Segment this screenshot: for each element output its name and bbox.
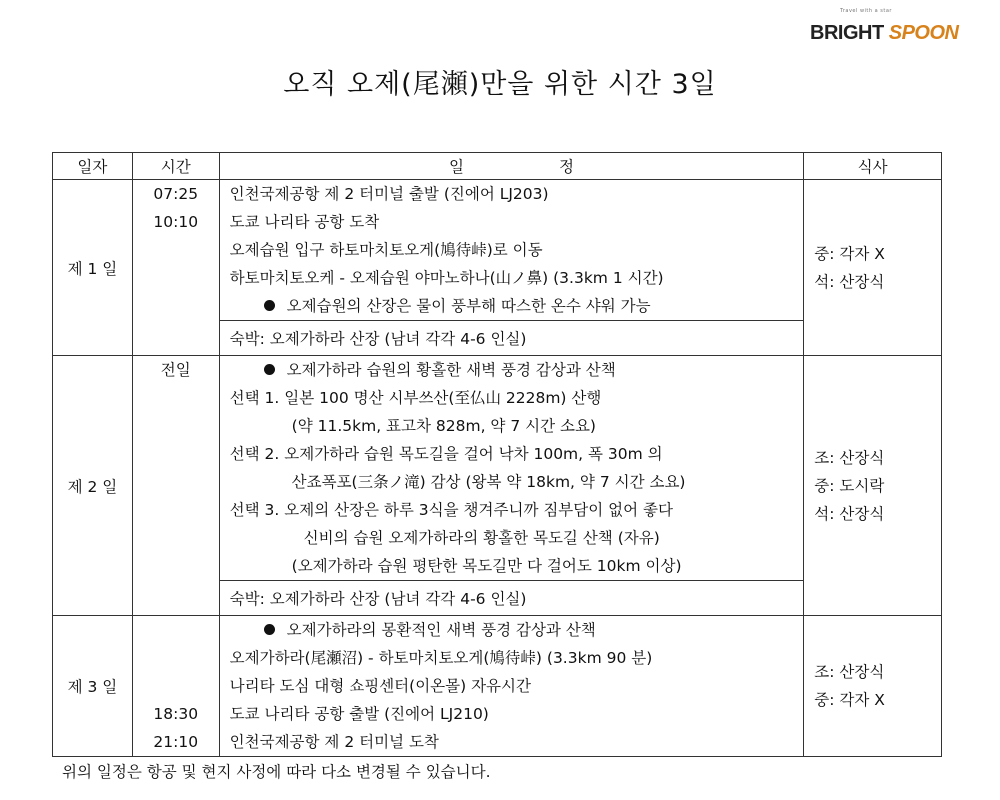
day2-option-2: 선택 2. 오제가하라 습원 목도길을 걸어 낙차 100m, 폭 30m 의 — [229, 445, 663, 463]
day2-label: 제 2 일 — [53, 356, 133, 616]
day1-label: 제 1 일 — [53, 180, 133, 356]
day3-line-2: 나리타 도심 대형 쇼핑센터(이온몰) 자유시간 — [229, 677, 531, 695]
header-meal: 식사 — [804, 153, 942, 180]
logo-wordmark — [810, 22, 958, 45]
day3-meals — [804, 616, 942, 757]
day1-times — [132, 180, 219, 356]
day2-row — [53, 356, 942, 581]
day2-stay: 숙박: 오제가하라 산장 (남녀 각각 4-6 인실) — [219, 581, 804, 616]
page-title: 오직 오제(尾瀬)만을 위한 시간 3일 — [283, 69, 717, 100]
day3-time-spacer-3 — [133, 672, 219, 700]
day2-bullet-text: 오제가하라 습원의 황홀한 새벽 풍경 감상과 산책 — [286, 361, 616, 379]
itinerary-table — [52, 152, 942, 757]
day1-line-2: 도쿄 나리타 공항 도착 — [229, 213, 380, 231]
day1-time-1: 07:25 — [153, 185, 199, 203]
day2-option-2-detail: 산죠폭포(三条ノ滝) 감상 (왕복 약 18km, 약 7 시간 소요) — [291, 473, 686, 491]
header-plan-1: 일 — [448, 158, 464, 176]
day3-meal-2: 중: 각자 X — [814, 691, 885, 709]
header-plan-2: 정 — [558, 158, 574, 176]
header-day: 일자 — [53, 153, 133, 180]
day2-meal-2: 중: 도시락 — [814, 476, 885, 495]
day2-option-3: 선택 3. 오제의 산장은 하루 3식을 챙겨주니까 짐부담이 없어 좋다 — [229, 501, 673, 519]
day1-time-2: 10:10 — [153, 213, 199, 231]
day1-line-1: 인천국제공항 제 2 터미널 출발 (진에어 LJ203) — [229, 185, 549, 203]
day1-schedule — [219, 180, 804, 321]
day3-time-1: 18:30 — [153, 705, 199, 723]
day3-bullet-text: 오제가하라의 몽환적인 새벽 풍경 감상과 산책 — [286, 621, 596, 639]
header-time: 시간 — [132, 153, 219, 180]
day3-line-4: 인천국제공항 제 2 터미널 도착 — [229, 733, 439, 751]
day1-stay: 숙박: 오제가하라 산장 (남녀 각각 4-6 인실) — [219, 321, 804, 356]
day3-time-spacer-2 — [133, 644, 219, 672]
day1-line-4: 하토마치토오케 - 오제습원 야마노하나(山ノ鼻) (3.3km 1 시간) — [229, 269, 664, 287]
bullet-dot-icon — [264, 624, 275, 635]
day1-bullet-text: 오제습원의 산장은 물이 풍부해 따스한 온수 샤워 가능 — [286, 297, 651, 315]
day2-bullet-item — [230, 356, 804, 384]
day3-line-3: 도쿄 나리타 공항 출발 (진에어 LJ210) — [229, 705, 489, 723]
day3-label: 제 3 일 — [53, 616, 133, 757]
day3-bullet-item — [230, 616, 804, 644]
day3-meal-1: 조: 산장식 — [814, 663, 885, 681]
logo-brand-part1: BRIGHT — [810, 22, 884, 44]
day3-time-2: 21:10 — [153, 733, 199, 751]
day1-meal-2: 석: 산장식 — [814, 272, 885, 291]
day2-option-1: 선택 1. 일본 100 명산 시부쓰산(至仏山 2228m) 산행 — [229, 389, 602, 407]
logo-tagline: Travel with a star — [840, 8, 892, 14]
day2-meals — [804, 356, 942, 616]
day2-meal-1: 조: 산장식 — [814, 448, 885, 467]
table-header-row — [53, 153, 942, 180]
brand-logo — [810, 8, 959, 58]
day3-times — [132, 616, 219, 757]
header-plan — [219, 153, 804, 180]
day2-times — [132, 356, 219, 616]
bullet-dot-icon — [264, 364, 275, 375]
day2-time: 전일 — [160, 361, 191, 379]
day3-row — [53, 616, 942, 757]
day3-line-1: 오제가하라(尾瀬沼) - 하토마치토오게(鳩待峠) (3.3km 90 분) — [229, 649, 653, 667]
logo-brand-part2: SPOON — [888, 22, 959, 44]
day2-option-1-detail: (약 11.5km, 표고차 828m, 약 7 시간 소요) — [291, 417, 596, 435]
footnote: 위의 일정은 항공 및 현지 사정에 따라 다소 변경될 수 있습니다. — [62, 763, 491, 781]
day1-bullet-item — [230, 292, 804, 320]
day3-schedule — [219, 616, 804, 757]
day2-option-3-detail-1: 신비의 습원 오제가하라의 황홀한 목도길 산책 (자유) — [303, 529, 660, 547]
day1-meals — [804, 180, 942, 356]
day1-row — [53, 180, 942, 321]
day1-meal-1: 중: 각자 X — [814, 244, 885, 263]
day2-option-3-detail-2: (오제가하라 습원 평탄한 목도길만 다 걸어도 10km 이상) — [291, 557, 682, 575]
day2-schedule — [219, 356, 804, 581]
day2-meal-3: 석: 산장식 — [814, 504, 885, 523]
day1-line-3: 오제습원 입구 하토마치토오게(鳩待峠)로 이동 — [229, 241, 543, 259]
day3-time-spacer-1 — [133, 616, 219, 644]
bullet-dot-icon — [264, 300, 275, 311]
